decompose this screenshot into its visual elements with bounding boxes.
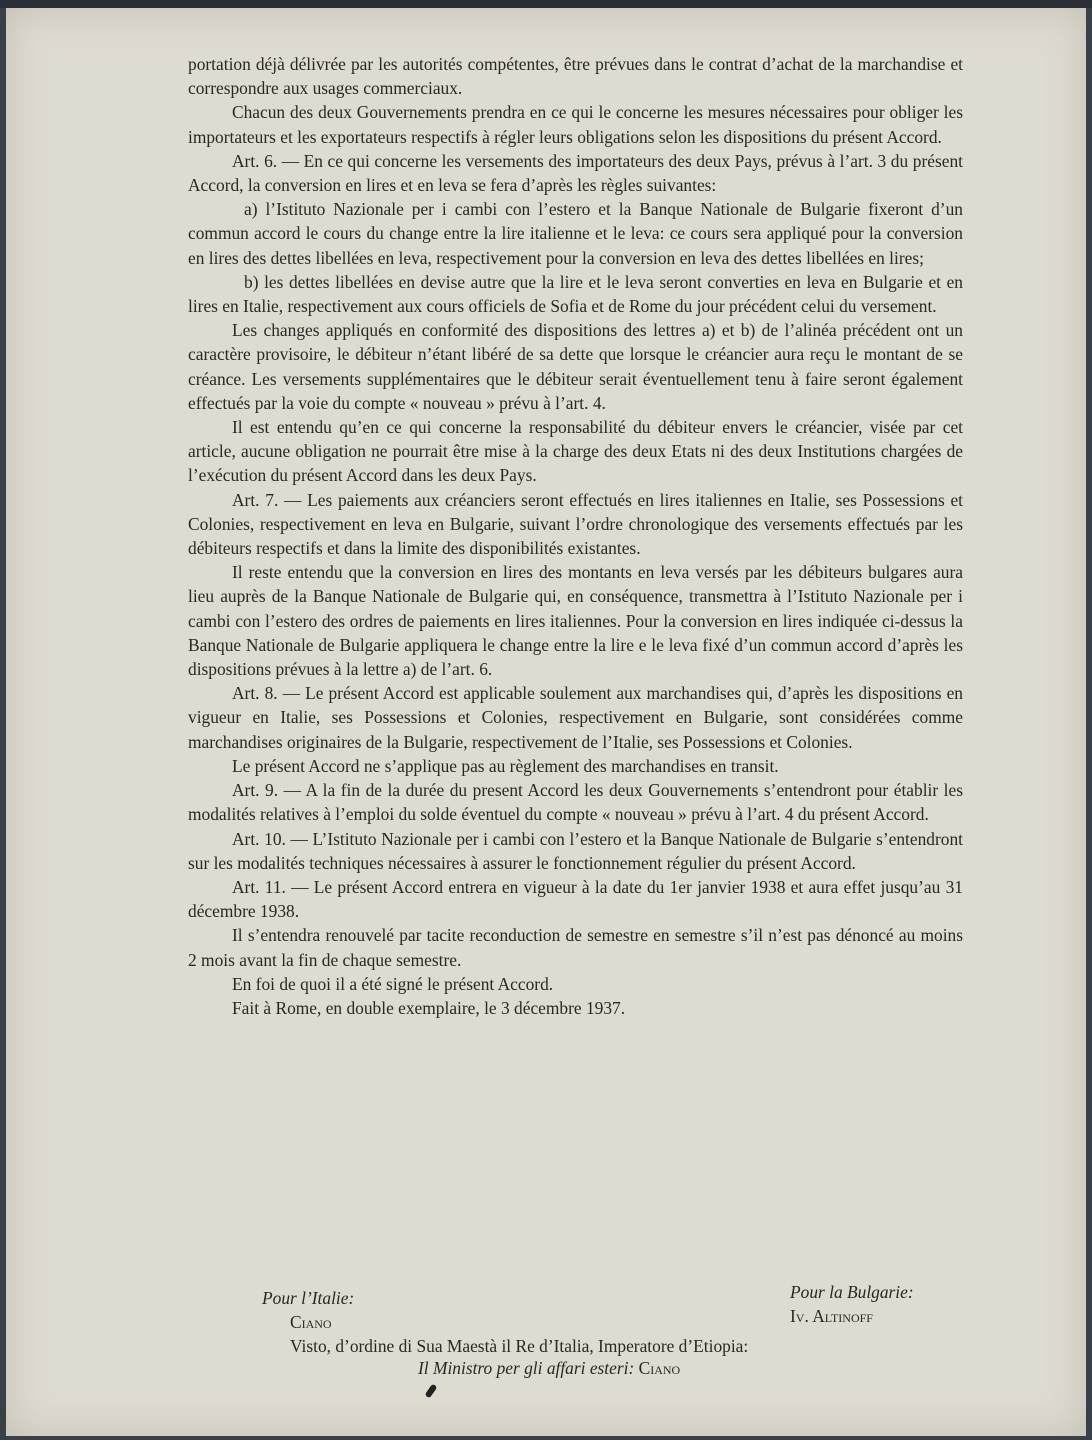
paragraph-done-at-rome: Fait à Rome, en double exemplaire, le 3 décembre 1937. xyxy=(232,997,626,1018)
paragraph-conversion: Il reste entendu que la conversion en lires des montants en leva versés par les débiteurs bulgares aura lieu auprès de la Banque Nationale de Bulgarie qui, en conséquence, transmettra à l’Istituto Nazionale per i cambi con l’estero des ordres de paiements en lires italiennes. Pour la conversion en lires indiquée ci-dessus la Banque Nationale de Bulgarie appliquera le change entre la lire e le leva fixé d’un commun accord d’après les dispositions prévues à la lettre a) de l’art. 6. xyxy=(188,562,963,680)
paragraph-changes: Les changes appliqués en conformité des dispositions des lettres a) et b) de l’alinéa précédent ont un caractère provisoire, le débiteur n’étant libéré de sa dette que lorsque le créancier aura reçu le montant de se créance. Les versements supplémentaires que le débiteur serait éventuellement tenu à faire seront également effectués par la voie du compte « nouveau » prévu à l’art. 4. xyxy=(188,320,963,413)
paragraph-transit: Le présent Accord ne s’applique pas au règlement des marchandises en transit. xyxy=(232,755,779,776)
minister-line xyxy=(418,1356,680,1380)
minister-name: Ciano xyxy=(638,1358,681,1378)
minister-label: Il Ministro per gli affari esteri: xyxy=(418,1358,635,1378)
paragraph-art-10: Art. 10. — L’Istituto Nazionale per i cambi con l’estero et la Banque Nationale de Bulgarie s’entendront sur les modalités techniques nécessaires à assurer le fonctionnement régulier du présent Accord. xyxy=(188,828,963,873)
paragraph-art-6: Art. 6. — En ce qui concerne les versements des importateurs des deux Pays, prévus à l’art. 3 du présent Accord, la conversion en lires et en leva se fera d’après les règles suivantes: xyxy=(188,150,963,196)
signature-bulgaria-label: Pour la Bulgarie: xyxy=(790,1282,914,1302)
document-body xyxy=(188,52,963,1020)
paragraph-art-6-b: b) les dettes libellées en devise autre que la lire et le leva seront converties en leva en Bulgarie et en lires en Italie, respectivement aux cours officiels de Sofia et de Rome du jour précédent celui du versement. xyxy=(188,271,963,317)
signature-bulgaria-name: Iv. Altinoff xyxy=(790,1306,873,1326)
paragraph-responsibility: Il est entendu qu’en ce qui concerne la responsabilité du débiteur envers le créancier, visée par cet article, aucune obligation ne pourrait être mise à la charge des deux Etats ni des deux Institutions chargées de l’exécution du présent Accord dans les deux Pays. xyxy=(188,417,963,486)
paragraph-continuation: portation déjà délivrée par les autorités compétentes, être prévues dans le contrat d’achat de la marchandise et correspondre aux usages commerciaux. xyxy=(188,54,963,99)
paragraph-renewal: Il s’entendra renouvelé par tacite reconduction de semestre en semestre s’il n’est pas dénoncé au moins 2 mois avant la fin de chaque semestre. xyxy=(188,925,963,970)
paragraph-governments: Chacun des deux Gouvernements prendra en ce qui le concerne les mesures nécessaires pour obliger les importateurs et les exportateurs respectifs à régler leurs obligations selon les dispositions du présent Accord. xyxy=(188,102,963,147)
paragraph-art-9: Art. 9. — A la fin de la durée du present Accord les deux Gouvernements s’entendront pour établir les modalités relatives à l’emploi du solde éventuel du compte « nouveau » prévu à l’art. 4 du présent Accord. xyxy=(188,780,963,825)
paragraph-in-witness: En foi de quoi il a été signé le présent Accord. xyxy=(232,973,554,994)
paragraph-art-11: Art. 11. — Le présent Accord entrera en vigueur à la date du 1er janvier 1938 et aura effet jusqu’au 31 décembre 1938. xyxy=(188,876,963,922)
signature-italy-name: Ciano xyxy=(290,1312,332,1332)
scan-top-border xyxy=(0,0,1092,8)
signature-italy-label: Pour l’Italie: xyxy=(262,1288,355,1308)
paragraph-art-7: Art. 7. — Les paiements aux créanciers seront effectués en lires italiennes en Italie, ses Possessions et Colonies, respectivement en leva en Bulgarie, suivant l’ordre chronologique des versements effectués par les débiteurs respectifs et dans la limite des disponibilités existantes. xyxy=(188,489,963,559)
paragraph-art-8: Art. 8. — Le présent Accord est applicable soulement aux marchandises qui, d’après les dispositions en vigueur en Italie, ses Possessions et Colonies, respectivement en Bulgarie, sont considérées comme marchandises originaires de la Bulgarie, respectivement de l’Italie, ses Possessions et Colonies. xyxy=(188,683,963,752)
paragraph-art-6-a: a) l’Istituto Nazionale per i cambi con l’estero et la Banque Nationale de Bulgarie fixeront d’un commun accord le cours du change entre la lire italienne et le leva: ce cours sera appliqué pour la conversion en lires des dettes libellées en leva, respectivement pour la conversion en leva des dettes libellées en lires; xyxy=(188,199,963,268)
visto-line: Visto, d’ordine di Sua Maestà il Re d’Italia, Imperatore d’Etiopia: xyxy=(290,1336,749,1356)
